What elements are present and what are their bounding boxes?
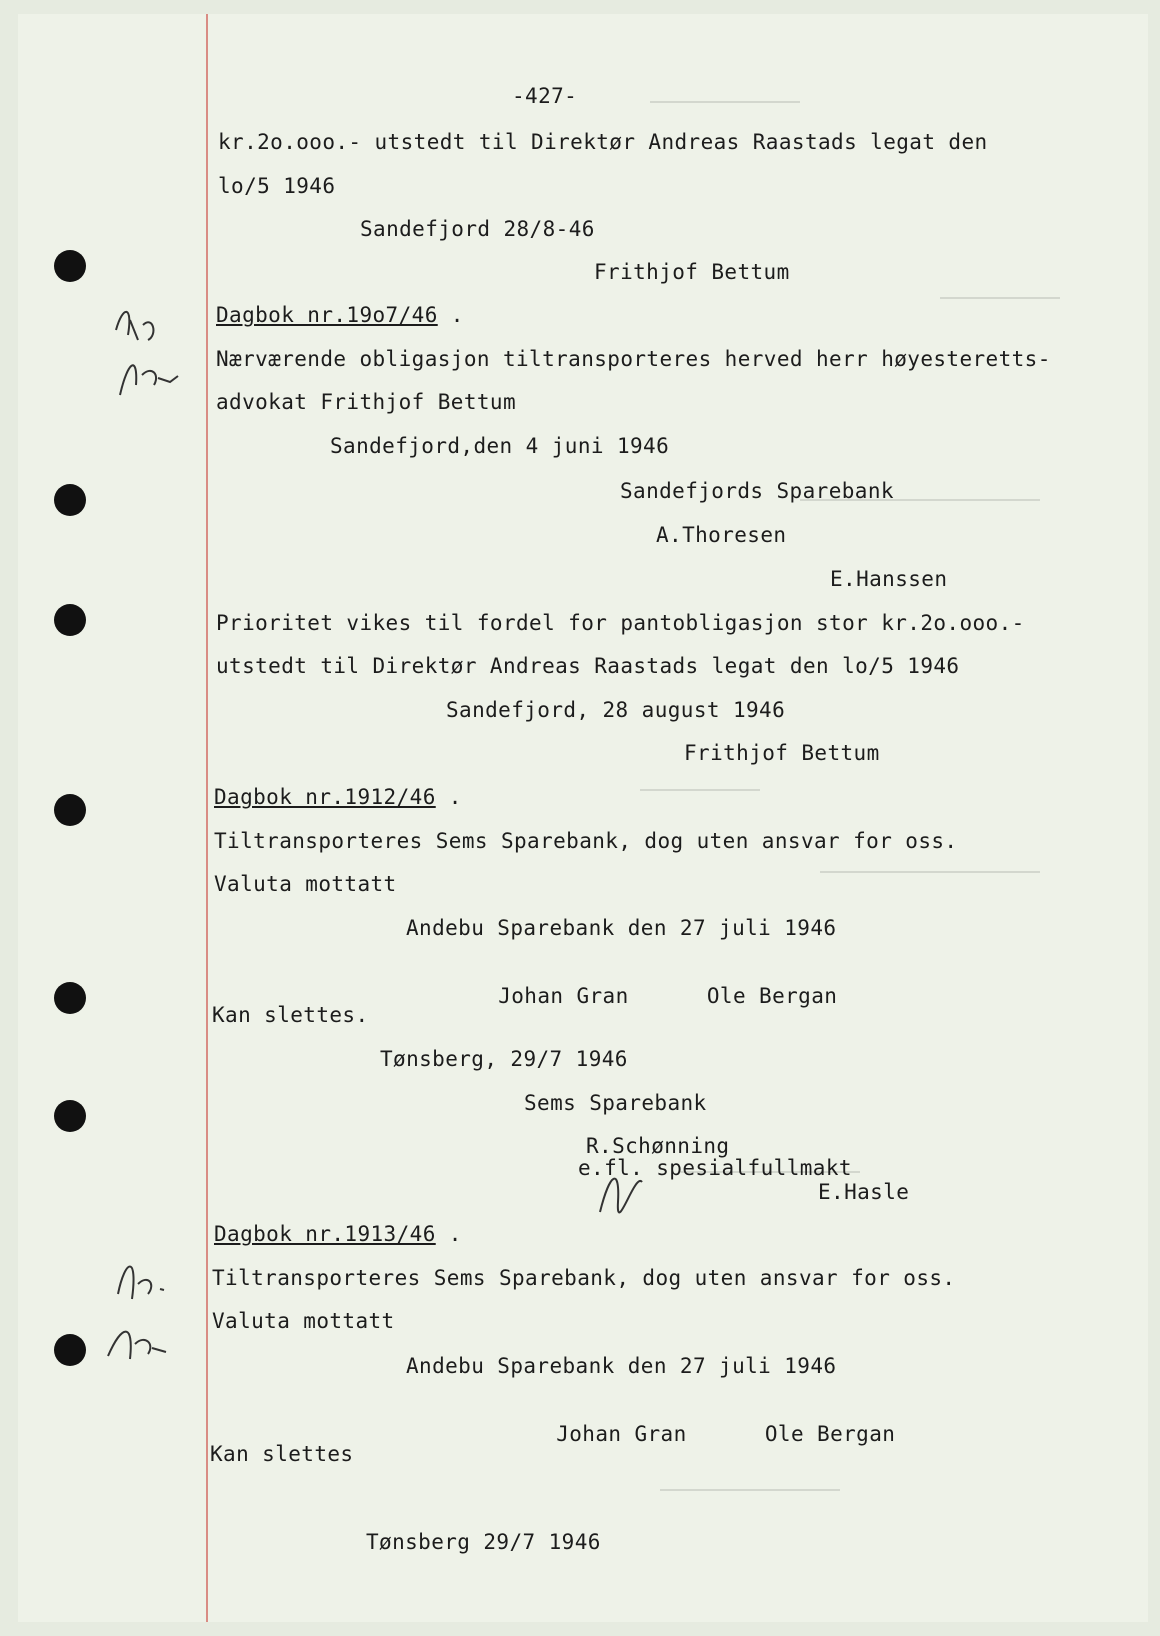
text-line: Nærværende obligasjon tiltransporteres herved herr høyesteretts- — [216, 347, 1051, 371]
journal-heading — [214, 1222, 462, 1246]
punch-hole-icon — [54, 1334, 86, 1366]
margin-note-handwriting — [108, 300, 188, 410]
punch-hole-icon — [54, 794, 86, 826]
text-line: Kan slettes — [210, 1442, 354, 1466]
text-line: Sandefjord, 28 august 1946 — [446, 698, 786, 722]
journal-number: Dagbok nr.1912/46 — [214, 785, 436, 809]
text-line: Andebu Sparebank den 27 juli 1946 — [406, 916, 837, 940]
text-line: Tønsberg, 29/7 1946 — [380, 1047, 628, 1071]
journal-heading — [216, 303, 464, 327]
text-line: Tønsberg 29/7 1946 — [366, 1530, 601, 1554]
text-line: e.fl. spesialfullmakt — [578, 1156, 852, 1180]
punch-hole-icon — [54, 1100, 86, 1132]
bleed-through-marks — [640, 90, 1070, 1540]
text-line: Prioritet vikes til fordel for pantobligasjon stor kr.2o.ooo.- — [216, 611, 1025, 635]
signature-name: R.Schønning — [586, 1134, 730, 1158]
text-line: Sandefjord 28/8-46 — [360, 217, 595, 241]
journal-number: Dagbok nr.1913/46 — [214, 1222, 436, 1246]
journal-number: Dagbok nr.19o7/46 — [216, 303, 438, 327]
journal-heading — [214, 785, 462, 809]
punch-hole-icon — [54, 250, 86, 282]
signature-names — [446, 960, 837, 1032]
text-line: Sandefjord,den 4 juni 1946 — [330, 434, 670, 458]
signature-name: Frithjof Bettum — [684, 741, 880, 765]
signature-names — [504, 1398, 895, 1470]
punch-hole-icon — [54, 484, 86, 516]
text-line: Tiltransporteres Sems Sparebank, dog uten ansvar for oss. — [212, 1266, 956, 1290]
text-line: Andebu Sparebank den 27 juli 1946 — [406, 1354, 837, 1378]
signature-name: E.Hanssen — [830, 567, 948, 591]
text-line: Valuta mottatt — [212, 1309, 395, 1333]
text-line: Kan slettes. — [212, 1003, 369, 1027]
text-line: advokat Frithjof Bettum — [216, 390, 516, 414]
signature-name: E.Hasle — [818, 1180, 910, 1204]
signature-name: Frithjof Bettum — [594, 260, 790, 284]
journal-suffix: . — [450, 303, 464, 327]
margin-note-handwriting — [100, 1244, 190, 1374]
page-number: -427- — [512, 84, 578, 108]
journal-suffix: . — [448, 1222, 462, 1246]
text-line: kr.2o.ooo.- utstedt til Direktør Andreas Raastads legat den — [218, 130, 988, 154]
text-line: lo/5 1946 — [218, 174, 336, 198]
signature-pair: Johan Gran Ole Bergan — [498, 984, 838, 1008]
text-line: utstedt til Direktør Andreas Raastads legat den lo/5 1946 — [216, 654, 960, 678]
punch-hole-icon — [54, 982, 86, 1014]
signature-name: Sandefjords Sparebank — [620, 479, 894, 503]
margin-rule — [206, 14, 208, 1622]
signature-pair: Johan Gran Ole Bergan — [556, 1422, 896, 1446]
text-line: Valuta mottatt — [214, 872, 397, 896]
text-line: Tiltransporteres Sems Sparebank, dog uten ansvar for oss. — [214, 829, 958, 853]
signature-name: A.Thoresen — [656, 523, 787, 547]
journal-suffix: . — [448, 785, 462, 809]
handwritten-signature-mark — [590, 1162, 650, 1222]
signature-name: Sems Sparebank — [524, 1091, 707, 1115]
punch-hole-icon — [54, 604, 86, 636]
